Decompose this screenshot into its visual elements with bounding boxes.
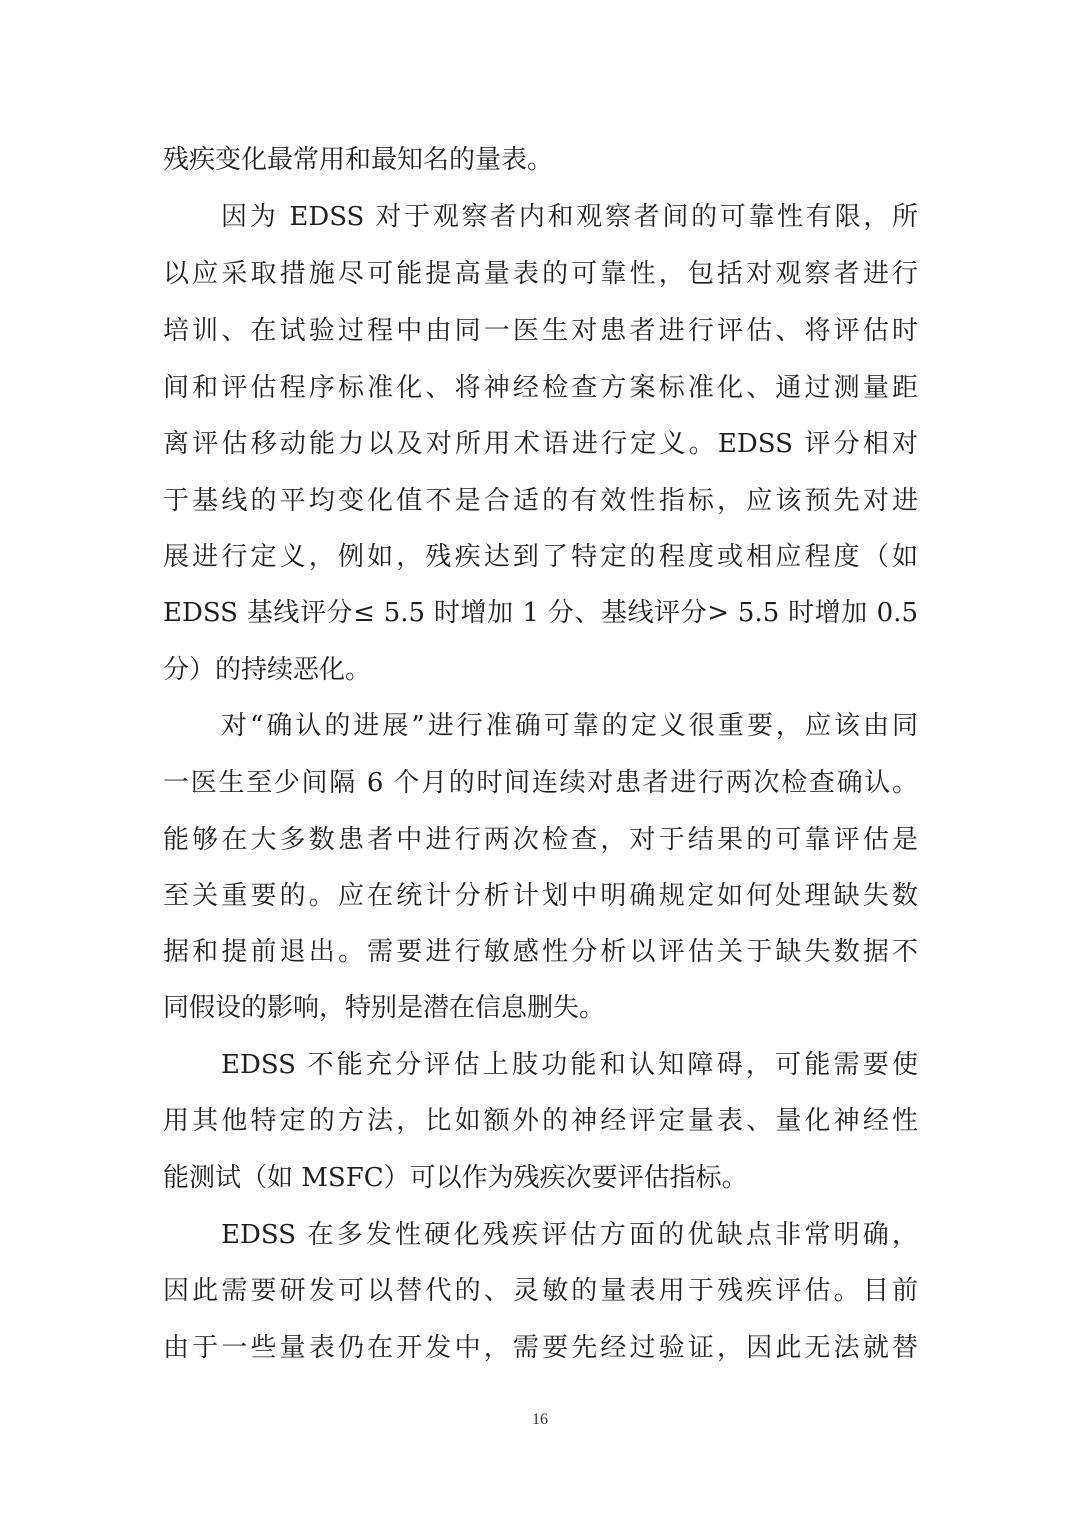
text-line: 对“确认的进展”进行准确可靠的定义很重要，应该由同 [221,711,918,741]
text-line: 于基线的平均变化值不是合适的有效性指标，应该预先对进 [163,486,918,516]
text-line: 因为 EDSS 对于观察者内和观察者间的可靠性有限，所 [221,202,918,232]
text-line: 至关重要的。应在统计分析计划中明确规定如何处理缺失数 [163,881,918,911]
text-line: 能够在大多数患者中进行两次检查，对于结果的可靠评估是 [163,825,918,855]
text-line: 以应采取措施尽可能提高量表的可靠性，包括对观察者进行 [163,259,918,289]
text-line: EDSS 不能充分评估上肢功能和认知障碍，可能需要使 [221,1050,918,1080]
text-line: 据和提前退出。需要进行敏感性分析以评估关于缺失数据不 [163,937,918,967]
text-line: 间和评估程序标准化、将神经检查方案标准化、通过测量距 [163,373,918,403]
text-line: 一医生至少间隔 6 个月的时间连续对患者进行两次检查确认。 [163,768,918,798]
page-number: 16 [532,1411,548,1428]
text-line: 分）的持续恶化。 [163,655,372,685]
text-line: 残疾变化最常用和最知名的量表。 [163,145,554,175]
text-line: 用其他特定的方法，比如额外的神经评定量表、量化神经性 [163,1106,918,1136]
text-line: 展进行定义，例如，残疾达到了特定的程度或相应程度（如 [163,542,918,572]
text-line: EDSS 在多发性硬化残疾评估方面的优缺点非常明确， [221,1220,918,1250]
text-line: 同假设的影响，特别是潜在信息删失。 [163,993,606,1023]
text-line: 离评估移动能力以及对所用术语进行定义。EDSS 评分相对 [163,429,918,459]
text-line: 能测试（如 MSFC）可以作为残疾次要评估指标。 [163,1163,748,1193]
text-line: EDSS 基线评分≤ 5.5 时增加 1 分、基线评分> 5.5 时增加 0.5 [163,598,918,628]
text-line: 培训、在试验过程中由同一医生对患者进行评估、将评估时 [163,316,918,346]
text-line: 由于一些量表仍在开发中，需要先经过验证，因此无法就替 [163,1333,918,1363]
text-line: 因此需要研发可以替代的、灵敏的量表用于残疾评估。目前 [163,1276,918,1306]
